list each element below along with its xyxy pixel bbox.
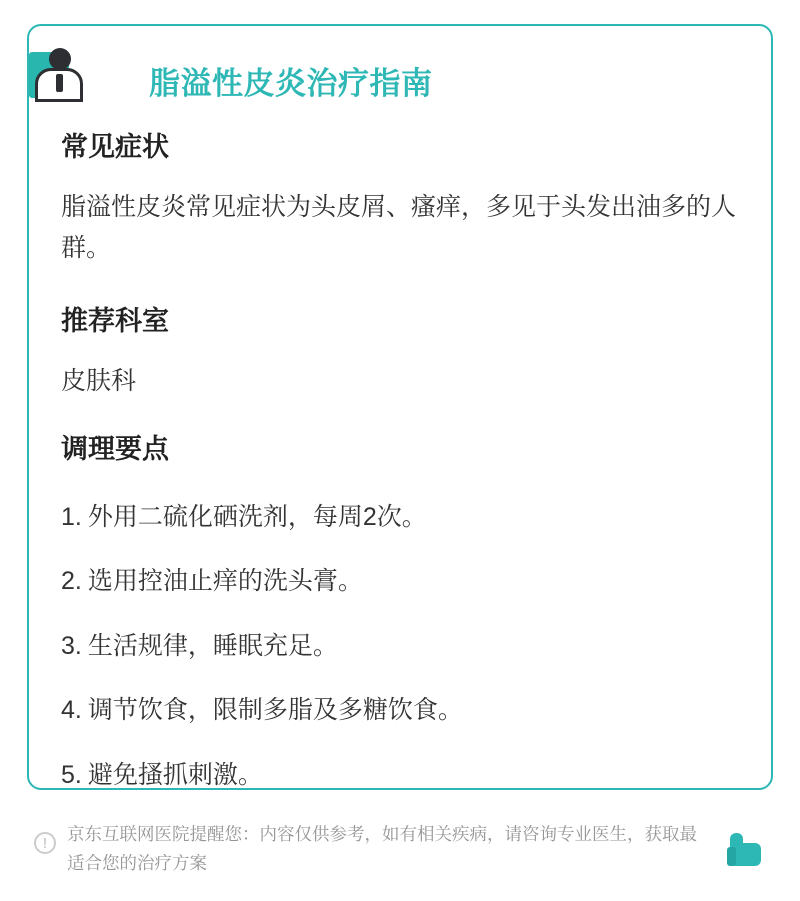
- section-body-department: 皮肤科: [61, 367, 137, 396]
- list-item-text: 避免搔抓刺激。: [87, 760, 263, 789]
- list-item-text: 外用二硫化硒洗剂，每周2次。: [87, 502, 427, 531]
- list-item-number: 3.: [61, 631, 82, 660]
- list-item: [61, 630, 747, 663]
- list-item: [61, 759, 747, 792]
- section-heading-department: 推荐科室: [61, 306, 169, 337]
- list-item: [61, 501, 747, 534]
- list-item-number: 4.: [61, 696, 82, 725]
- guide-content: [61, 130, 747, 823]
- disclaimer-text: 京东互联网医院提醒您：内容仅供参考，如有相关疾病，请咨询专业医生，获取最适合您的治疗方案: [67, 824, 697, 873]
- thumb-cuff-shape: [727, 847, 736, 866]
- section-heading-care-points: 调理要点: [61, 433, 169, 464]
- guide-card: [27, 24, 773, 790]
- footer-disclaimer-bar: [27, 820, 773, 882]
- list-item-text: 调节饮食，限制多脂及多糖饮食。: [87, 696, 463, 725]
- list-item: [61, 694, 747, 727]
- list-item: [61, 565, 747, 598]
- doctor-document-icon: [29, 52, 75, 98]
- care-points-list: [61, 501, 747, 792]
- section-heading-symptoms: 常见症状: [61, 132, 169, 162]
- section-body-symptoms: 脂溢性皮炎常见症状为头皮屑、瘙痒，多见于头发出油多的人群。: [61, 193, 737, 262]
- thumbs-up-icon[interactable]: [727, 830, 767, 870]
- list-item-number: 5.: [61, 760, 82, 789]
- list-item-number: 2.: [61, 567, 82, 596]
- doctor-tie-shape: [56, 74, 63, 92]
- page-title: 脂溢性皮炎治疗指南: [149, 66, 433, 101]
- list-item-number: 1.: [61, 502, 82, 531]
- list-item-text: 生活规律，睡眠充足。: [87, 631, 338, 660]
- list-item-text: 选用控油止痒的洗头膏。: [87, 567, 363, 596]
- exclamation-circle-icon: !: [34, 832, 56, 854]
- doctor-head-shape: [49, 48, 71, 70]
